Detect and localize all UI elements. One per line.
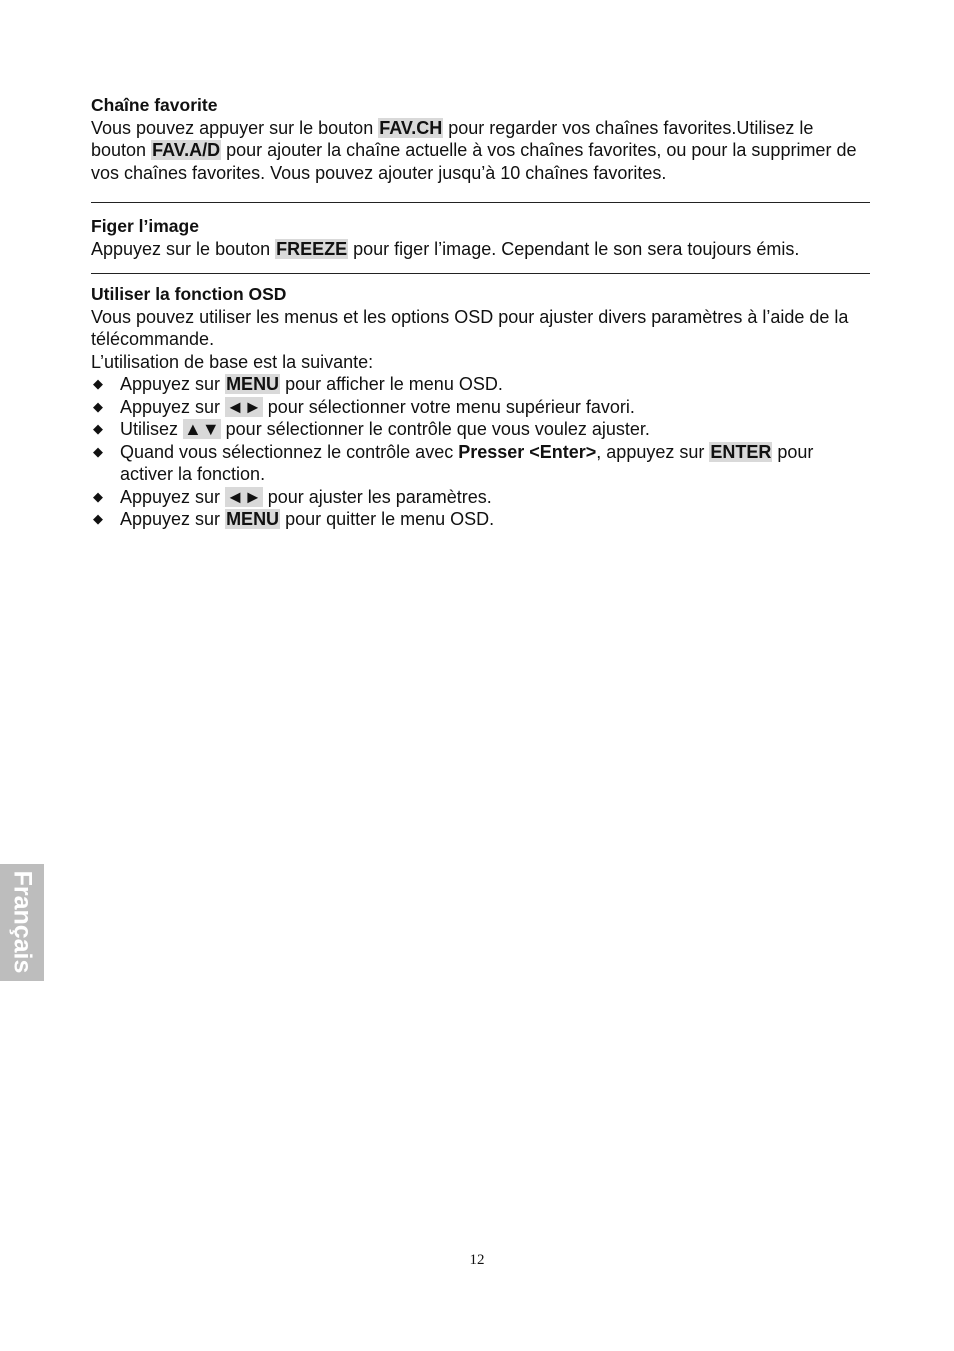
list-item (91, 396, 870, 419)
page-content (91, 94, 870, 531)
language-tab-label: Français (8, 870, 37, 974)
item-text: pour activer la fonction. (120, 441, 814, 484)
list-item (91, 508, 870, 531)
section-paragraph: Vous pouvez utiliser les menus et les options OSD pour ajuster divers paramètres à l’aide de la télécommande. (91, 306, 849, 349)
list-item (91, 373, 870, 396)
language-side-tab (0, 864, 44, 981)
diamond-bullet-icon: ◆ (93, 488, 103, 504)
key-label-menu: MENU (226, 509, 280, 529)
section-heading: Utiliser la fonction OSD (91, 284, 287, 304)
key-label-left-right-arrows: ◄► (226, 396, 262, 417)
diamond-bullet-icon: ◆ (93, 398, 103, 414)
diamond-bullet-icon: ◆ (93, 511, 103, 526)
item-text: Appuyez sur (120, 396, 226, 417)
key-label-fav-ad: FAV.A/D (152, 140, 221, 160)
list-item (91, 418, 870, 441)
paragraph-text: Vous pouvez appuyer sur le bouton (91, 117, 379, 138)
diamond-bullet-icon: ◆ (93, 376, 103, 391)
paragraph-text: pour figer l’image. Cependant le son sera toujours émis. (348, 238, 800, 259)
divider (91, 273, 870, 274)
section-favorite-channel (91, 94, 870, 184)
instruction-list (91, 373, 870, 531)
diamond-bullet-icon: ◆ (93, 443, 103, 459)
section-paragraph: L’utilisation de base est la suivante: (91, 351, 374, 372)
list-item (91, 486, 870, 509)
item-text: Appuyez sur (120, 374, 226, 394)
key-label-freeze: FREEZE (276, 238, 348, 259)
section-osd (91, 283, 870, 531)
item-text: pour afficher le menu OSD. (280, 374, 503, 394)
item-text: Appuyez sur (120, 486, 226, 507)
item-text: Quand vous sélectionnez le contrôle avec (120, 441, 459, 462)
paragraph-text: pour regarder vos chaînes favorites.Utilisez le bouton (91, 117, 814, 160)
section-paragraph (91, 117, 870, 185)
item-text: pour sélectionner le contrôle que vous voulez ajuster. (220, 419, 650, 439)
divider (91, 202, 870, 203)
item-text: Utilisez (120, 419, 184, 439)
section-heading: Chaîne favorite (91, 95, 218, 115)
key-label-left-right-arrows: ◄► (226, 486, 262, 507)
item-text: , appuyez sur (596, 441, 710, 462)
key-label-enter: ENTER (710, 441, 772, 462)
list-item (91, 441, 870, 486)
item-text: Appuyez sur (120, 509, 226, 529)
diamond-bullet-icon: ◆ (93, 421, 103, 436)
paragraph-text: pour ajouter la chaîne actuelle à vos chaînes favorites, ou pour la supprimer de vos chaînes favorites. Vous pouvez ajouter jusqu’à 10 chaînes favorites. (91, 140, 857, 183)
key-label-menu: MENU (226, 374, 280, 394)
key-label-fav-ch: FAV.CH (379, 117, 443, 138)
section-paragraph (91, 238, 870, 261)
item-text: pour sélectionner votre menu supérieur favori. (262, 396, 635, 417)
section-freeze (91, 215, 870, 260)
item-text: pour quitter le menu OSD. (280, 509, 495, 529)
page-number: 12 (469, 1252, 485, 1268)
key-label-up-down-arrows: ▲▼ (184, 419, 220, 439)
item-text: pour ajuster les paramètres. (262, 486, 492, 507)
paragraph-text: Appuyez sur le bouton (91, 238, 276, 259)
bold-text: Presser <Enter> (458, 441, 597, 462)
section-heading: Figer l’image (91, 216, 199, 236)
